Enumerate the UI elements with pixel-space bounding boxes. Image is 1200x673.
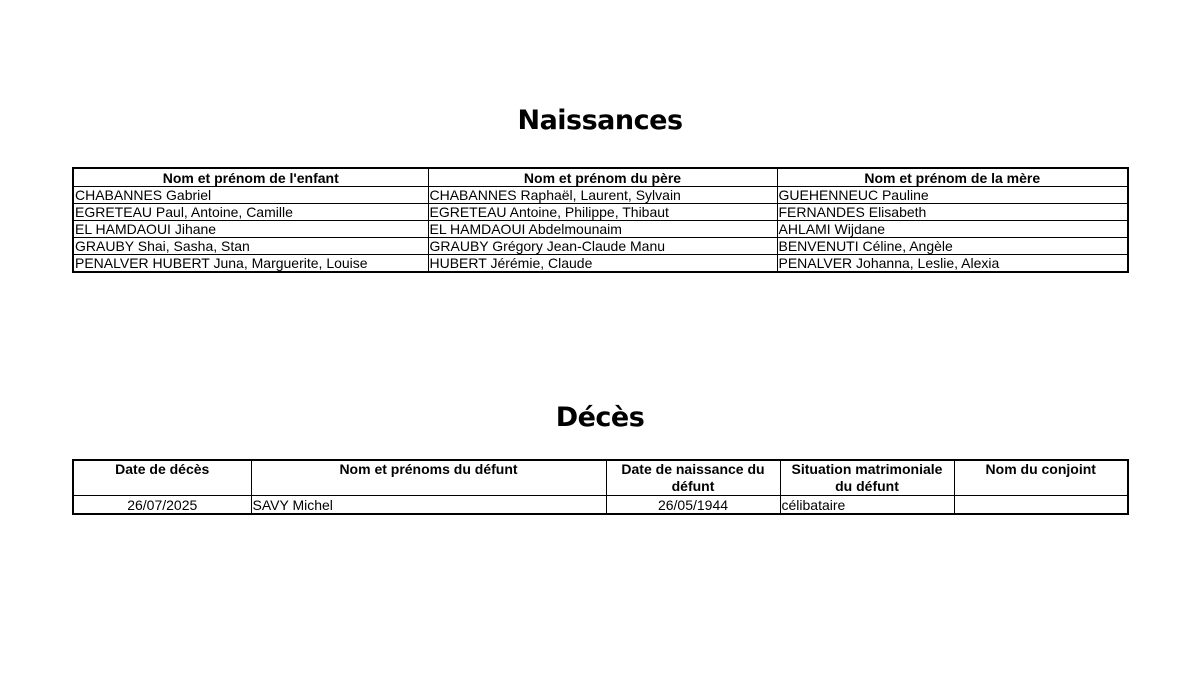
deces-title: Décès bbox=[555, 402, 645, 433]
cell-pere: EL HAMDAOUI Abdelmounaim bbox=[428, 221, 777, 238]
cell-nom-defunt: SAVY Michel bbox=[251, 496, 606, 515]
cell-pere: EGRETEAU Antoine, Philippe, Thibaut bbox=[428, 204, 777, 221]
cell-pere: CHABANNES Raphaël, Laurent, Sylvain bbox=[428, 187, 777, 204]
cell-conjoint bbox=[954, 496, 1128, 515]
cell-enfant: EL HAMDAOUI Jihane bbox=[73, 221, 428, 238]
deces-header-row bbox=[73, 460, 1128, 496]
deces-table bbox=[72, 459, 1129, 515]
header-pere: Nom et prénom du père bbox=[428, 168, 777, 187]
header-date-deces: Date de décès bbox=[73, 460, 251, 496]
table-row bbox=[73, 496, 1128, 515]
cell-enfant: PENALVER HUBERT Juna, Marguerite, Louise bbox=[73, 255, 428, 273]
table-row bbox=[73, 221, 1128, 238]
cell-mere: PENALVER Johanna, Leslie, Alexia bbox=[777, 255, 1128, 273]
header-situation: Situation matrimoniale du défunt bbox=[780, 460, 954, 496]
header-mere: Nom et prénom de la mère bbox=[777, 168, 1128, 187]
naissances-header-row bbox=[73, 168, 1128, 187]
cell-enfant: GRAUBY Shai, Sasha, Stan bbox=[73, 238, 428, 255]
cell-date-naissance: 26/05/1944 bbox=[606, 496, 780, 515]
cell-mere: GUEHENNEUC Pauline bbox=[777, 187, 1128, 204]
table-row bbox=[73, 187, 1128, 204]
header-date-naissance: Date de naissance du défunt bbox=[606, 460, 780, 496]
cell-pere: GRAUBY Grégory Jean-Claude Manu bbox=[428, 238, 777, 255]
cell-pere: HUBERT Jérémie, Claude bbox=[428, 255, 777, 273]
header-nom-defunt: Nom et prénoms du défunt bbox=[251, 460, 606, 496]
table-row bbox=[73, 204, 1128, 221]
cell-mere: AHLAMI Wijdane bbox=[777, 221, 1128, 238]
cell-mere: BENVENUTI Céline, Angèle bbox=[777, 238, 1128, 255]
header-conjoint: Nom du conjoint bbox=[954, 460, 1128, 496]
cell-date-deces: 26/07/2025 bbox=[73, 496, 251, 515]
naissances-title: Naissances bbox=[517, 105, 683, 136]
naissances-table bbox=[72, 167, 1129, 273]
cell-mere: FERNANDES Elisabeth bbox=[777, 204, 1128, 221]
header-enfant: Nom et prénom de l'enfant bbox=[73, 168, 428, 187]
cell-enfant: EGRETEAU Paul, Antoine, Camille bbox=[73, 204, 428, 221]
cell-situation: célibataire bbox=[780, 496, 954, 515]
table-row bbox=[73, 255, 1128, 273]
cell-enfant: CHABANNES Gabriel bbox=[73, 187, 428, 204]
table-row bbox=[73, 238, 1128, 255]
